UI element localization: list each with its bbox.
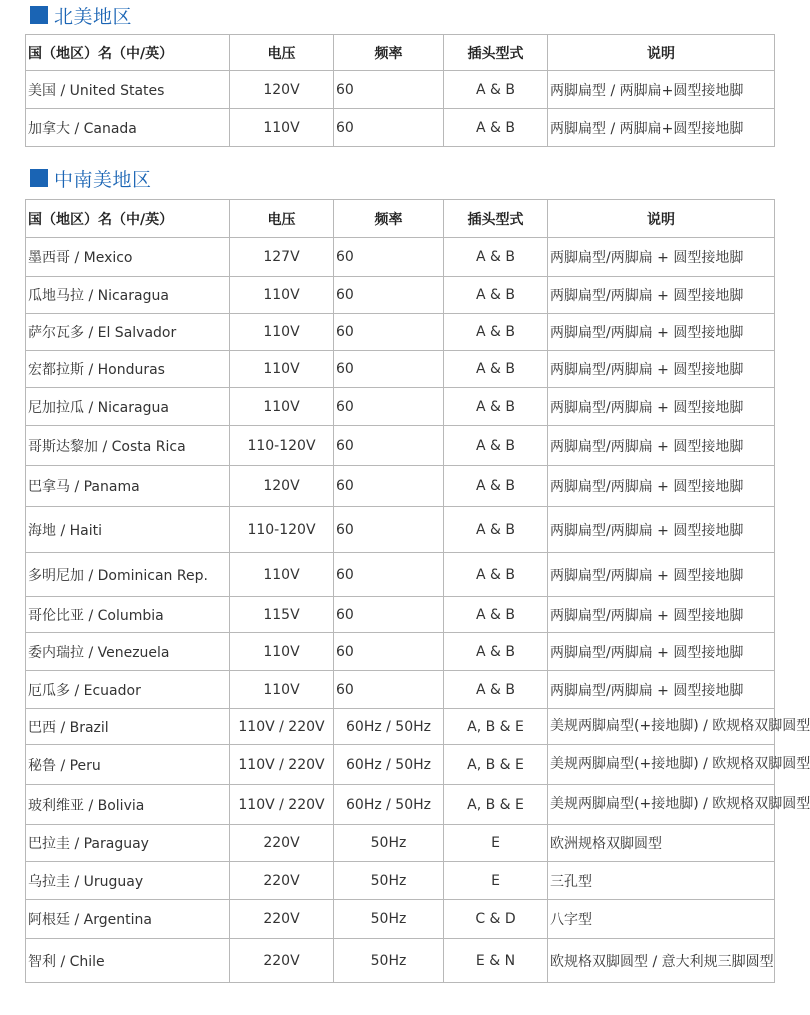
- header-country: 国（地区）名（中/英）: [26, 35, 230, 71]
- cell-frequency: 60: [334, 109, 444, 147]
- cell-country: 巴拉圭 / Paraguay: [26, 825, 230, 862]
- cell-frequency: 60Hz / 50Hz: [334, 709, 444, 745]
- section-header-north-america: [30, 0, 132, 30]
- header-plug: 插头型式: [444, 35, 548, 71]
- cell-frequency: 60Hz / 50Hz: [334, 745, 444, 785]
- cell-note: 两脚扁型/两脚扁 + 圆型接地脚: [548, 426, 775, 466]
- cell-note: 两脚扁型/两脚扁 + 圆型接地脚: [548, 597, 775, 633]
- cell-voltage: 220V: [230, 825, 334, 862]
- cell-country: 萨尔瓦多 / El Salvador: [26, 314, 230, 351]
- cell-plug: A & B: [444, 238, 548, 277]
- section-title: 中南美地区: [54, 168, 152, 191]
- cell-frequency: 50Hz: [334, 939, 444, 983]
- header-country: 国（地区）名（中/英）: [26, 200, 230, 238]
- cell-note: 两脚扁型 / 两脚扁+圆型接地脚: [548, 109, 775, 147]
- cell-frequency: 50Hz: [334, 900, 444, 939]
- cell-plug: A, B & E: [444, 785, 548, 825]
- cell-plug: E: [444, 825, 548, 862]
- cell-plug: E: [444, 862, 548, 900]
- table-row: [26, 277, 775, 314]
- cell-frequency: 60: [334, 238, 444, 277]
- cell-voltage: 110-120V: [230, 426, 334, 466]
- table-header-row: [26, 35, 775, 71]
- cell-voltage: 110V: [230, 671, 334, 709]
- table-row: [26, 900, 775, 939]
- cell-country: 智利 / Chile: [26, 939, 230, 983]
- table-row: [26, 709, 775, 745]
- header-frequency: 频率: [334, 200, 444, 238]
- cell-country: 乌拉圭 / Uruguay: [26, 862, 230, 900]
- cell-plug: A & B: [444, 597, 548, 633]
- table-row: [26, 426, 775, 466]
- cell-voltage: 110V: [230, 314, 334, 351]
- cell-plug: A & B: [444, 553, 548, 597]
- header-voltage: 电压: [230, 35, 334, 71]
- cell-country: 瓜地马拉 / Nicaragua: [26, 277, 230, 314]
- cell-note: 欧规格双脚圆型 / 意大利规三脚圆型: [548, 939, 775, 983]
- cell-voltage: 110V / 220V: [230, 745, 334, 785]
- cell-voltage: 115V: [230, 597, 334, 633]
- cell-country: 美国 / United States: [26, 71, 230, 109]
- cell-voltage: 110V / 220V: [230, 709, 334, 745]
- cell-country: 宏都拉斯 / Honduras: [26, 351, 230, 388]
- cell-frequency: 60: [334, 507, 444, 553]
- table-row: [26, 553, 775, 597]
- table-row: [26, 388, 775, 426]
- table-row: [26, 745, 775, 785]
- cell-frequency: 60: [334, 597, 444, 633]
- section-header-central-south-america: [30, 163, 152, 193]
- cell-note: 两脚扁型/两脚扁 + 圆型接地脚: [548, 314, 775, 351]
- table-row: [26, 785, 775, 825]
- cell-frequency: 60: [334, 314, 444, 351]
- header-note: 说明: [548, 200, 775, 238]
- header-note: 说明: [548, 35, 775, 71]
- cell-frequency: 50Hz: [334, 862, 444, 900]
- header-frequency: 频率: [334, 35, 444, 71]
- cell-frequency: 60: [334, 426, 444, 466]
- cell-frequency: 60: [334, 633, 444, 671]
- table-row: [26, 862, 775, 900]
- cell-country: 海地 / Haiti: [26, 507, 230, 553]
- table-row: [26, 351, 775, 388]
- table-row: [26, 466, 775, 507]
- header-voltage: 电压: [230, 200, 334, 238]
- cell-voltage: 120V: [230, 466, 334, 507]
- table-row: [26, 633, 775, 671]
- cell-voltage: 110V: [230, 277, 334, 314]
- cell-note: 两脚扁型/两脚扁 + 圆型接地脚: [548, 553, 775, 597]
- cell-voltage: 110V: [230, 109, 334, 147]
- cell-note: 两脚扁型/两脚扁 + 圆型接地脚: [548, 388, 775, 426]
- cell-country: 加拿大 / Canada: [26, 109, 230, 147]
- section-title: 北美地区: [54, 5, 133, 28]
- cell-country: 哥斯达黎加 / Costa Rica: [26, 426, 230, 466]
- cell-note: 两脚扁型/两脚扁 + 圆型接地脚: [548, 351, 775, 388]
- section-marker-icon: [30, 6, 48, 24]
- cell-frequency: 60Hz / 50Hz: [334, 785, 444, 825]
- cell-note: 两脚扁型 / 两脚扁+圆型接地脚: [548, 71, 775, 109]
- table-row: [26, 671, 775, 709]
- cell-frequency: 60: [334, 553, 444, 597]
- cell-note: 八字型: [548, 900, 775, 939]
- table-row: [26, 71, 775, 109]
- cell-plug: A & B: [444, 71, 548, 109]
- cell-voltage: 110V: [230, 633, 334, 671]
- cell-note: 两脚扁型/两脚扁 + 圆型接地脚: [548, 633, 775, 671]
- cell-plug: A & B: [444, 314, 548, 351]
- cell-voltage: 110V: [230, 351, 334, 388]
- cell-country: 墨西哥 / Mexico: [26, 238, 230, 277]
- cell-voltage: 110V / 220V: [230, 785, 334, 825]
- cell-country: 委内瑞拉 / Venezuela: [26, 633, 230, 671]
- cell-plug: E & N: [444, 939, 548, 983]
- cell-plug: A & B: [444, 277, 548, 314]
- cell-plug: A & B: [444, 507, 548, 553]
- north-america-table: [25, 34, 775, 147]
- header-plug: 插头型式: [444, 200, 548, 238]
- cell-plug: A, B & E: [444, 709, 548, 745]
- cell-frequency: 60: [334, 388, 444, 426]
- table-header-row: [26, 200, 775, 238]
- cell-country: 多明尼加 / Dominican Rep.: [26, 553, 230, 597]
- cell-frequency: 60: [334, 466, 444, 507]
- cell-plug: A & B: [444, 426, 548, 466]
- cell-plug: A, B & E: [444, 745, 548, 785]
- cell-country: 巴拿马 / Panama: [26, 466, 230, 507]
- cell-country: 厄瓜多 / Ecuador: [26, 671, 230, 709]
- cell-country: 阿根廷 / Argentina: [26, 900, 230, 939]
- cell-voltage: 220V: [230, 900, 334, 939]
- cell-note: 两脚扁型/两脚扁 + 圆型接地脚: [548, 466, 775, 507]
- cell-plug: A & B: [444, 351, 548, 388]
- cell-note: 两脚扁型/两脚扁 + 圆型接地脚: [548, 507, 775, 553]
- cell-voltage: 110V: [230, 388, 334, 426]
- cell-frequency: 60: [334, 277, 444, 314]
- cell-country: 尼加拉瓜 / Nicaragua: [26, 388, 230, 426]
- cell-plug: A & B: [444, 671, 548, 709]
- cell-frequency: 50Hz: [334, 825, 444, 862]
- cell-country: 秘鲁 / Peru: [26, 745, 230, 785]
- cell-voltage: 110-120V: [230, 507, 334, 553]
- cell-note: 三孔型: [548, 862, 775, 900]
- cell-note: 两脚扁型/两脚扁 + 圆型接地脚: [548, 671, 775, 709]
- cell-country: 巴西 / Brazil: [26, 709, 230, 745]
- cell-plug: A & B: [444, 633, 548, 671]
- table-row: [26, 597, 775, 633]
- table-row: [26, 238, 775, 277]
- section-marker-icon: [30, 169, 48, 187]
- cell-country: 哥伦比亚 / Columbia: [26, 597, 230, 633]
- cell-frequency: 60: [334, 351, 444, 388]
- table-row: [26, 825, 775, 862]
- cell-note: 美规两脚扁型(+接地脚) / 欧规格双脚圆型: [548, 785, 775, 825]
- table-row: [26, 314, 775, 351]
- cell-voltage: 120V: [230, 71, 334, 109]
- cell-plug: A & B: [444, 466, 548, 507]
- cell-note: 美规两脚扁型(+接地脚) / 欧规格双脚圆型: [548, 709, 775, 745]
- cell-voltage: 110V: [230, 553, 334, 597]
- cell-frequency: 60: [334, 71, 444, 109]
- central-south-america-table: [25, 199, 810, 983]
- cell-note: 美规两脚扁型(+接地脚) / 欧规格双脚圆型: [548, 745, 775, 785]
- table-row: [26, 507, 775, 553]
- table-row: [26, 109, 775, 147]
- cell-voltage: 220V: [230, 939, 334, 983]
- cell-country: 玻利维亚 / Bolivia: [26, 785, 230, 825]
- cell-note: 两脚扁型/两脚扁 + 圆型接地脚: [548, 277, 775, 314]
- cell-plug: C & D: [444, 900, 548, 939]
- cell-voltage: 127V: [230, 238, 334, 277]
- cell-voltage: 220V: [230, 862, 334, 900]
- cell-note: 两脚扁型/两脚扁 + 圆型接地脚: [548, 238, 775, 277]
- cell-frequency: 60: [334, 671, 444, 709]
- cell-plug: A & B: [444, 109, 548, 147]
- table-row: [26, 939, 775, 983]
- cell-note: 欧洲规格双脚圆型: [548, 825, 775, 862]
- cell-plug: A & B: [444, 388, 548, 426]
